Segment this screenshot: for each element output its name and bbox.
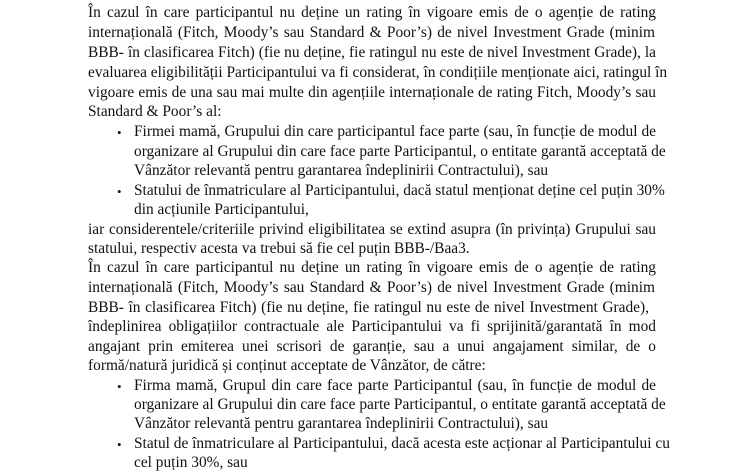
text-line: vigoare emis de una sau mai multe din agențiile internaționale de rating Fitch, Moody’s sau	[88, 84, 656, 101]
text-line: îndeplinirea obligațiilor contractuale ale Participantului va fi sprijinită/garantată în mod	[88, 318, 656, 335]
text-line: angajant prin emiterea unei scrisori de garanție, sau a unui angajament similar, de o	[88, 338, 656, 355]
text-line: În cazul în care participantul nu deține un rating în vigoare emis de o agenție de rating	[88, 259, 656, 276]
bullet-icon: •	[117, 437, 122, 452]
text-line: BBB- în clasificarea Fitch) (fie nu deține, fie ratingul nu este de nivel Investment Grade),	[88, 299, 649, 316]
text-line: organizare al Grupului din care face parte Participantul, o entitate garantă acceptată de	[134, 396, 666, 413]
text-line: Firma mamă, Grupul din care face parte Participantul (sau, în funcție de modul de	[134, 377, 656, 394]
text-line: statului, respectiv acesta va trebui să fie cel puțin BBB-/Baa3.	[88, 240, 470, 257]
text-line: Vânzător relevantă pentru garantarea îndeplinirii Contractului), sau	[134, 415, 549, 432]
text-line: Firmei mamă, Grupului din care participantul face parte (sau, în funcție de modul de	[134, 123, 656, 140]
text-line: BBB- în clasificarea Fitch) (fie nu deține, fie ratingul nu este de nivel Investment Grade), la	[88, 44, 656, 61]
text-line: Standard & Poor’s al:	[88, 103, 222, 120]
text-line: internațională (Fitch, Moody’s sau Standard & Poor’s) de nivel Investment Grade (minim	[88, 24, 655, 41]
bullet-icon: •	[117, 125, 122, 140]
text-line: În cazul în care participantul nu deține un rating în vigoare emis de o agenție de rating	[88, 4, 656, 21]
text-line: internațională (Fitch, Moody’s sau Standard & Poor’s) de nivel Investment Grade (minim	[88, 279, 655, 296]
text-line: din acțiunile Participantului,	[134, 201, 309, 218]
bullet-icon: •	[117, 379, 122, 394]
text-line: Statul de înmatriculare al Participantului, dacă acesta este acționar al Participantului cu	[134, 435, 670, 452]
text-line: Statului de înmatriculare al Participantului, dacă statul menționat deține cel puțin 30%	[134, 182, 665, 199]
text-line: Vânzător relevantă pentru garantarea îndeplinirii Contractului), sau	[134, 162, 549, 179]
text-line: formă/natură juridică și conținut acceptate de Vânzător, de către:	[88, 357, 486, 374]
bullet-icon: •	[117, 184, 122, 199]
text-line: evaluarea eligibilității Participantului va fi considerat, în condițiile menționate aici, ratingul în	[88, 64, 668, 81]
text-line: iar considerentele/criteriile privind eligibilitatea se extind asupra (în privința) Grupului sau	[88, 221, 656, 238]
text-line: organizare al Grupului din care face parte Participantul, o entitate garantă acceptată de	[134, 143, 666, 160]
text-line: cel puțin 30%, sau	[134, 454, 248, 471]
